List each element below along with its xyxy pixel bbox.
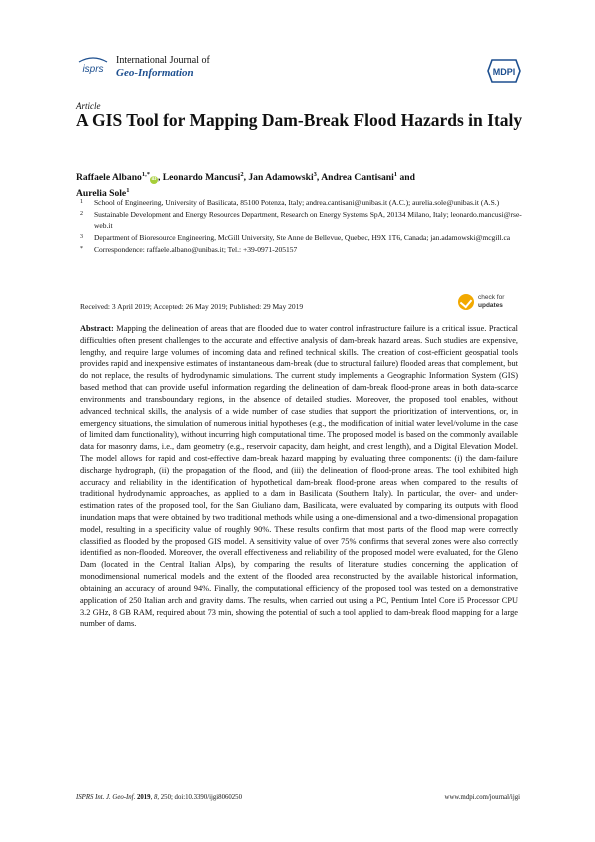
correspondence-item [80, 245, 530, 256]
mdpi-logo-text: MDPI [492, 67, 516, 77]
check-updates-label: check for [478, 294, 505, 301]
mdpi-logo [486, 58, 522, 84]
footer-volume: 8 [153, 794, 158, 801]
affiliation-number: 2 [80, 211, 83, 218]
author-list: Raffaele Albano$^{1,*}$iD , Leonardo Mancusi$^2$, Jan Adamowski$^3$, Andrea Cantisani$^1$ and Aurelia Sole$^1$ [76, 171, 415, 200]
isprs-logo [76, 56, 110, 78]
affiliation-item [80, 210, 530, 231]
journal-name-line2: Geo-Information [116, 67, 194, 79]
affiliation-list [80, 198, 530, 257]
check-updates-icon [458, 294, 474, 310]
affiliation-text: Department of Bioresource Engineering, McGill University, Ste Anne de Bellevue, Quebec, H9X 1T6, Canada; jan.adamowski@mcgill.ca [94, 232, 511, 242]
author-affiliation-marker: 1,* [141, 171, 150, 178]
affiliation-text: School of Engineering, University of Basilicata, 85100 Potenza, Italy; andrea.cantisani@unibas.it (A.C.); aurelia.sole@unibas.it (A.S.) [94, 198, 500, 207]
abstract [80, 323, 518, 630]
footer-doi: , 250; doi:10.3390/ijgi8060250 [157, 794, 242, 801]
orcid-icon[interactable]: iD [151, 177, 157, 183]
article-type: Article [76, 101, 101, 111]
author-affiliation-marker: 2 [240, 171, 244, 178]
check-updates-label-bold: updates [478, 302, 503, 309]
correspondence-marker: * [80, 245, 83, 252]
author-affiliation-marker: 3 [313, 171, 317, 178]
author-name: Andrea Cantisani [321, 172, 394, 184]
footer-year: 2019 [136, 794, 151, 801]
abstract-text: Mapping the delineation of areas that are flooded due to water control infrastructure failure is a critical issue. Practical difficulties often present challenges to the accurate and effective analysis of dam-break hazard areas. Such studies are expensive, lengthy, and require large volumes of incoming data and refined technical skills. The creation of cost-efficient geospatial tools provides rapid and inexpensive estimates of instantaneous dam-break (due to structural failure) flooded areas that complement, but do not replace, the results of hydrodynamic simulations. The current study implements a Geographic Information System (GIS) based method that can provide useful information regarding the delineation of dam-break flood-prone areas in both data-scarce environments and transboundary regions, in the absence of detailed studies. Moreover, the proposed tool enables, without advanced technical skills, the analysis of a wide number of case studies that support the prioritization of interventions, or, in emergency situations, the simulation of numerous initial hypotheses (e.g., the modification of initial water level/volume in the case of limited dam functionality), without incurring high computational time. The proposed model is based on the commonly available data for masonry dams, i.e., dam geometry (e.g., reservoir capacity, dam height, and crest length), and a Digital Elevation Model. The model allows for rapid and cost-effective dam-break hazard mapping by evaluating three components: (i) the dam-failure discharge hydrograph, (ii) the propagation of the flood, and (iii) the delineation of flood-prone areas. The tool exhibited high accuracy and reliability in the identification of hypothetical dam-break flood-prone areas when compared to the results of traditional hydrodynamic approaches, as applied to a dam in Basilicata (Southern Italy). In particular, the over- and under-estimation rates of the proposed tool, for the San Giuliano dam, Basilicata, were evaluated by comparing its outputs with flood inundation maps that were obtained by two traditional methods while using a one-dimensional and a two-dimensional propagation model, resulting in a specificity value of roughly 90%. These results confirm that most parts of the flood map were correctly classified as flooded by the proposed GIS model. A sensitivity value of over 75% confirms that several zones were also correctly identified as non-flooded. Moreover, the overall effectiveness and reliability of the proposed model were evaluated, for the Gleno Dam (located in the Central Italian Alps), by comparing the results of literature studies concerning the application of monodimensional numerical models and the extent of the flooded area reconstructed by the available historical information, obtaining an accuracy of around 94%. Finally, the computational efficiency of the proposed tool was tested on a demonstrative application of 250 Italian arch and gravity dams. The results, when carried out using a PC, Pentium Intel Core i5 Processor CPU 3.2 GHz, 8 GB RAM, required about 73 min, showing the potential of such a tool applied to dam-break flood mapping for a large number of dams. [80, 324, 518, 629]
abstract-label: Abstract: [80, 324, 114, 333]
affiliation-item [80, 198, 530, 209]
publication-dates: Received: 3 April 2019; Accepted: 26 May 2019; Published: 29 May 2019 [80, 302, 304, 311]
footer-citation: ISPRS Int. J. Geo-Inf. 2019, 8, 250; doi:10.3390/ijgi8060250 [76, 794, 242, 801]
affiliation-number: 3 [80, 233, 83, 240]
author-affiliation-marker: 1 [393, 171, 398, 178]
check-for-updates-button[interactable] [458, 292, 522, 314]
isprs-logo-text: isprs [82, 64, 104, 75]
author-name: Jan Adamowski [248, 172, 314, 184]
author-affiliation-marker: 1 [126, 187, 130, 195]
correspondence-text: Correspondence: raffaele.albano@unibas.it; Tel.: +39-0971-205157 [94, 244, 298, 254]
footer-journal-url[interactable]: www.mdpi.com/journal/ijgi [444, 794, 520, 801]
author-name: Raffaele Albano [76, 172, 142, 184]
article-title: A GIS Tool for Mapping Dam-Break Flood Hazards in Italy [76, 110, 523, 130]
affiliation-item [80, 233, 530, 244]
affiliation-number: 1 [80, 199, 83, 205]
affiliation-text: Sustainable Development and Energy Resources Department, Research on Energy Systems SpA, 20134 Milano, Italy; leonardo.mancusi@rse-web.it [94, 210, 522, 230]
author-name: Leonardo Mancusi [162, 172, 241, 184]
footer-journal-abbrev: ISPRS Int. J. Geo-Inf. [76, 794, 136, 801]
journal-name-line1: International Journal of [116, 55, 210, 66]
author-name: Aurelia Sole [76, 188, 127, 200]
